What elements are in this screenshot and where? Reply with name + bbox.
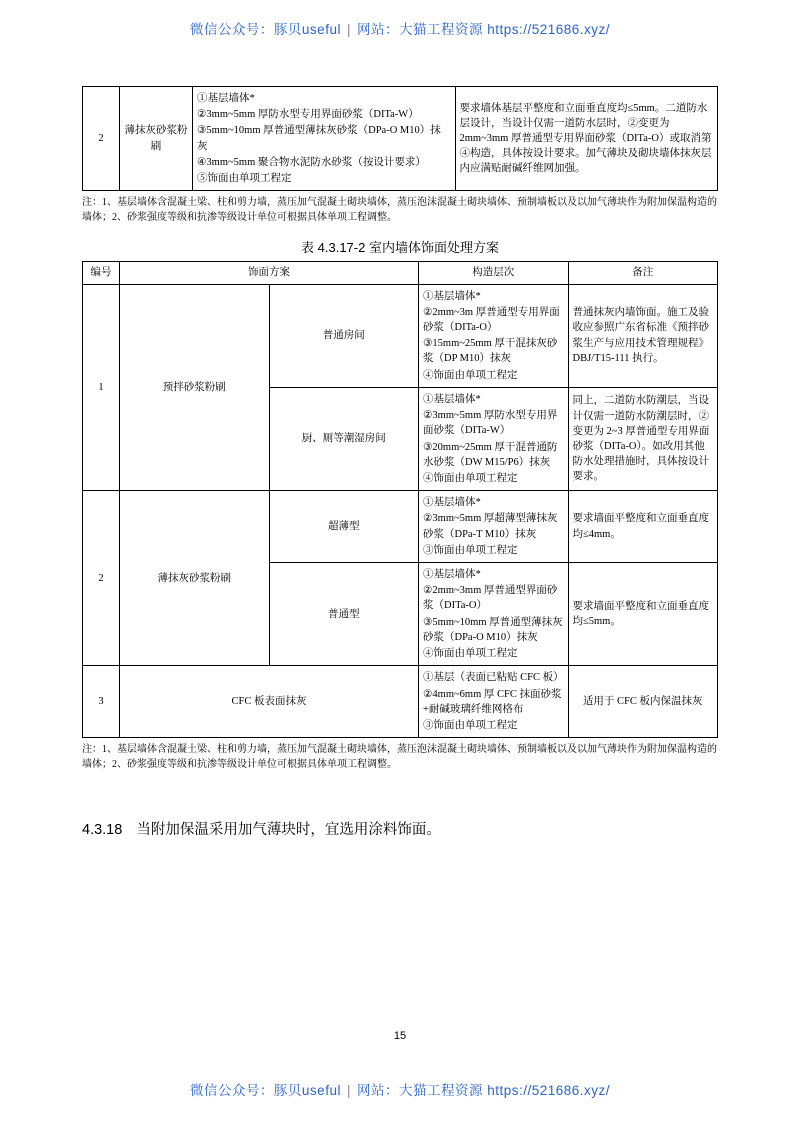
layer-line: ①基层墙体* (197, 93, 255, 104)
layer-line: ②4mm~6mm 厚 CFC 抹面砂浆+耐碱玻璃纤维网格布 (423, 688, 562, 715)
document-content (82, 86, 718, 839)
row-subplan: 厨、厕等潮湿房间 (269, 387, 419, 490)
header-layers: 构造层次 (419, 262, 569, 284)
table1-note: 注：1、基层墙体含混凝土梁、柱和剪力墙，蒸压加气混凝土砌块墙体，蒸压泡沫混凝土砌块墙体、预制墙板以及以加气薄块作为附加保温构造的墙体；2、砂浆强度等级和抗渗等级设计单位可根据具体单项工程调整。 (82, 197, 717, 224)
layer-line: ④饰面由单项工程定 (423, 648, 518, 660)
layer-line: ②3mm~5mm 厚防水型专用界面砂浆（DITa-W） (197, 109, 419, 121)
layer-line: ①基层墙体* (423, 569, 481, 581)
row-remark: 同上，二道防水防潮层，当设计仅需一道防水防潮层时，②变更为 2~3 厚普通型专用界面砂浆（DITa-O）。如改用其他防水处理措施时，具体按设计要求。 (568, 387, 718, 490)
row-number: 2 (83, 87, 120, 191)
layer-line: ⑤饰面由单项工程定 (197, 173, 292, 185)
table-header-row (83, 262, 718, 284)
layer-line: ③5mm~10mm 厚普通型薄抹灰砂浆（DPa-O M10）抹灰 (423, 616, 563, 643)
layer-line: ③5mm~10mm 厚普通型薄抹灰砂浆（DPa-O M10）抹灰 (197, 125, 441, 152)
layer-line: ①基层（表面已粘贴 CFC 板） (423, 672, 564, 684)
table2-title: 表 4.3.17-2 室内墙体饰面处理方案 (301, 240, 499, 256)
layer-line: ②2mm~3m 厚普通型专用界面砂浆（DITa-O） (423, 306, 560, 333)
layer-line: ①基层墙体* (423, 497, 481, 509)
row-number: 2 (83, 491, 120, 666)
row-plan: 预拌砂浆粉刷 (120, 284, 270, 491)
watermark-footer (0, 1079, 800, 1099)
row-layers (419, 387, 569, 490)
row-number: 3 (83, 666, 120, 738)
row-subplan: 超薄型 (269, 491, 419, 563)
watermark-wechat-name: 豚贝useful (273, 22, 341, 37)
row-layers (419, 666, 569, 738)
page-number: 15 (393, 1030, 407, 1042)
row-subplan: 普通型 (269, 563, 419, 666)
watermark-separator-footer: | (346, 1083, 351, 1098)
header-plan: 饰面方案 (120, 262, 419, 284)
layer-line: ④饰面由单项工程定 (423, 472, 518, 484)
watermark-wechat-label-footer: 微信公众号： (189, 1083, 274, 1098)
table-row (83, 491, 718, 563)
layer-line: ④3mm~5mm 聚合物水泥防水砂浆（按设计要求） (197, 156, 426, 168)
row-remark: 要求墙面平整度和立面垂直度均≤4mm。 (568, 491, 718, 563)
row-layers (419, 563, 569, 666)
watermark-site-name-footer: 大猫工程资源 (398, 1083, 483, 1098)
row-remark: 普通抹灰内墙饰面。施工及验收应参照广东省标准《预拌砂浆生产与应用技术管理规程》DBJ/T15-111 执行。 (568, 284, 718, 387)
row-number: 1 (83, 284, 120, 491)
row-plan: 薄抹灰砂浆粉刷 (120, 491, 270, 666)
watermark-url: https://521686.xyz/ (487, 22, 611, 37)
row-remark: 适用于 CFC 板内保温抹灰 (568, 666, 718, 738)
header-number: 编号 (83, 262, 120, 284)
section-number: 4.3.18 (82, 822, 123, 839)
row-layers (419, 284, 569, 387)
layer-line: ①基层墙体* (423, 393, 481, 405)
row-remark: 要求墙体基层平整度和立面垂直度均≤5mm。二道防水层设计，当设计仅需一道防水层时，②变更为2mm~3mm 厚普通型专用界面砂浆（DITa-O）或取消第④构造，具体按设计要求。加气薄块及砌块墙体抹灰层内应满贴耐碱纤维网加强。 (455, 87, 718, 191)
layer-line: ④饰面由单项工程定 (423, 369, 518, 381)
watermark-site-name: 大猫工程资源 (398, 22, 483, 37)
table-row (83, 666, 718, 738)
watermark-wechat-label: 微信公众号： (189, 22, 274, 37)
row-plan: 薄抹灰砂浆粉刷 (120, 87, 193, 191)
watermark-wechat-name-footer: 豚贝useful (273, 1083, 341, 1098)
table-interior-wall-finish (82, 261, 718, 738)
layer-line: ②3mm~5mm 厚防水型专用界面砂浆（DITa-W） (423, 410, 558, 437)
table-row (83, 87, 718, 191)
watermark-url-footer: https://521686.xyz/ (487, 1083, 611, 1098)
watermark-separator: | (346, 22, 351, 37)
row-subplan: 普通房间 (269, 284, 419, 387)
section-heading (82, 818, 718, 839)
watermark-header (0, 18, 800, 38)
table2-note: 注：1、基层墙体含混凝土梁、柱和剪力墙，蒸压加气混凝土砌块墙体，蒸压泡沫混凝土砌块墙体、预制墙板以及以加气薄块作为附加保温构造的墙体；2、砂浆强度等级和抗渗等级设计单位可根据具体单项工程调整。 (82, 744, 717, 771)
layer-line: ③饰面由单项工程定 (423, 720, 518, 731)
section-text: 当附加保温采用加气薄块时，宜选用涂料饰面。 (136, 822, 441, 839)
row-remark: 要求墙面平整度和立面垂直度均≤5mm。 (568, 563, 718, 666)
watermark-site-label: 网站： (356, 22, 399, 37)
layer-line: ③饰面由单项工程定 (423, 544, 518, 556)
layer-line: ③15mm~25mm 厚干混抹灰砂浆（DP M10）抹灰 (423, 338, 558, 365)
row-layers (193, 87, 456, 191)
layer-line: ③20mm~25mm 厚干混普通防水砂浆（DW M15/P6）抹灰 (423, 441, 558, 468)
layer-line: ①基层墙体* (423, 290, 481, 302)
row-layers (419, 491, 569, 563)
watermark-site-label-footer: 网站： (356, 1083, 399, 1098)
table-row (83, 284, 718, 387)
table-exterior-wall-continued (82, 86, 718, 191)
row-plan: CFC 板表面抹灰 (120, 666, 419, 738)
layer-line: ②2mm~3mm 厚普通型界面砂浆（DITa-O） (423, 585, 558, 612)
header-remark: 备注 (568, 262, 718, 284)
layer-line: ②3mm~5mm 厚超薄型薄抹灰砂浆（DPa-T M10）抹灰 (423, 513, 558, 540)
